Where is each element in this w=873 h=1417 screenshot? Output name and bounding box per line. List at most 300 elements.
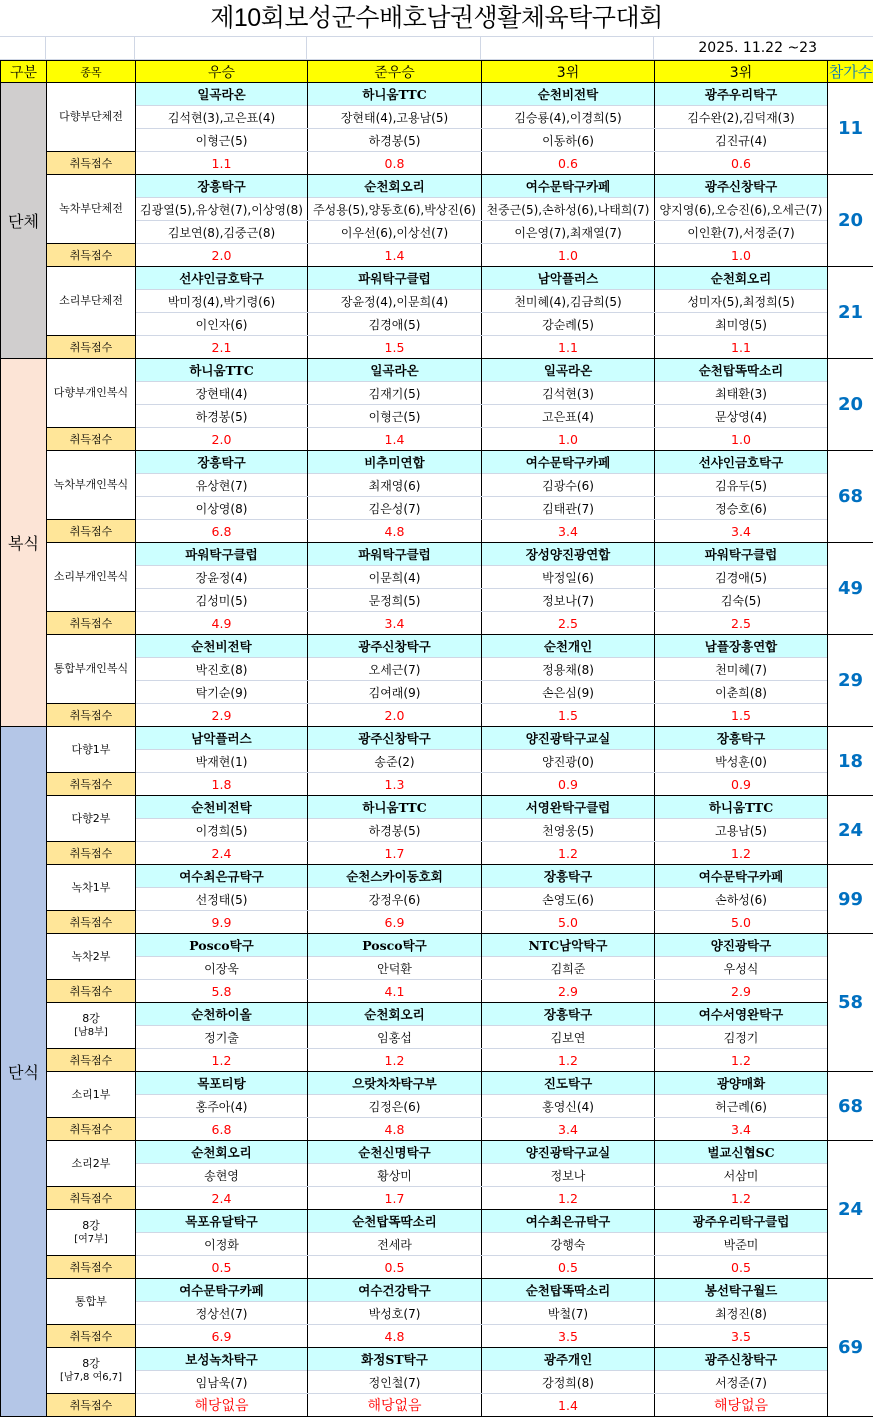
player-cell: 이상영(8) bbox=[136, 497, 308, 520]
player-cell: 정승호(6) bbox=[655, 497, 828, 520]
player-cell: 손하성(6) bbox=[655, 888, 828, 911]
player-cell: 이형근(5) bbox=[136, 129, 308, 152]
score-cell: 1.0 bbox=[482, 428, 655, 451]
event-name bbox=[47, 1348, 136, 1394]
score-cell: 9.9 bbox=[136, 911, 308, 934]
team-second: Posco탁구 bbox=[308, 934, 482, 957]
score-cell: 2.5 bbox=[482, 612, 655, 635]
score-cell: 1.2 bbox=[136, 1049, 308, 1072]
score-row bbox=[1, 244, 873, 267]
team-second: 순천스카이동호회 bbox=[308, 865, 482, 888]
team-second: 순천회오리 bbox=[308, 1003, 482, 1026]
score-cell: 3.5 bbox=[655, 1325, 828, 1348]
team-first: 장흥탁구 bbox=[136, 451, 308, 474]
participant-count: 24 bbox=[828, 796, 873, 865]
score-row bbox=[1, 612, 873, 635]
participant-count: 69 bbox=[828, 1279, 873, 1417]
score-row bbox=[1, 1256, 873, 1279]
event-team-row bbox=[1, 83, 873, 106]
player-cell: 이인자(6) bbox=[136, 313, 308, 336]
event-name-main: 8강 bbox=[82, 1357, 100, 1370]
score-cell: 1.8 bbox=[136, 773, 308, 796]
score-cell: 2.5 bbox=[655, 612, 828, 635]
player-cell: 장윤정(4) bbox=[136, 566, 308, 589]
participant-count: 68 bbox=[828, 1072, 873, 1141]
team-third-b: 광주신창탁구 bbox=[655, 175, 828, 198]
team-third-b: 여수문탁구카페 bbox=[655, 865, 828, 888]
player-cell: 김재기(5) bbox=[308, 382, 482, 405]
score-cell: 5.0 bbox=[655, 911, 828, 934]
player-cell: 박진호(8) bbox=[136, 658, 308, 681]
team-first: 여수문탁구카페 bbox=[136, 1279, 308, 1302]
score-cell: 2.9 bbox=[655, 980, 828, 1003]
score-cell: 0.9 bbox=[482, 773, 655, 796]
event-team-row bbox=[1, 727, 873, 750]
score-row bbox=[1, 980, 873, 1003]
team-first: 순천비전탁 bbox=[136, 635, 308, 658]
score-cell: 4.9 bbox=[136, 612, 308, 635]
score-row bbox=[1, 842, 873, 865]
header-category: 구분 bbox=[1, 61, 47, 83]
team-third-b: 남플장흥연합 bbox=[655, 635, 828, 658]
team-third-a: 장흥탁구 bbox=[482, 865, 655, 888]
player-cell: 손은심(9) bbox=[482, 681, 655, 704]
score-label: 취득점수 bbox=[47, 244, 136, 267]
category-singles: 단식 bbox=[1, 727, 47, 1417]
team-third-b: 여수서영완탁구 bbox=[655, 1003, 828, 1026]
event-name: 다향2부 bbox=[47, 796, 136, 842]
score-row bbox=[1, 1394, 873, 1417]
player-cell: 강정희(8) bbox=[482, 1371, 655, 1394]
score-cell: 6.9 bbox=[308, 911, 482, 934]
team-third-a: 순천비전탁 bbox=[482, 83, 655, 106]
score-cell: 1.1 bbox=[655, 336, 828, 359]
event-name: 녹차1부 bbox=[47, 865, 136, 911]
team-third-a: 여수문탁구카페 bbox=[482, 175, 655, 198]
event-name: 녹차2부 bbox=[47, 934, 136, 980]
player-cell: 김희준 bbox=[482, 957, 655, 980]
score-cell: 1.5 bbox=[655, 704, 828, 727]
event-team-row bbox=[1, 359, 873, 382]
team-third-b: 벌교신협SC bbox=[655, 1141, 828, 1164]
team-third-b: 장흥탁구 bbox=[655, 727, 828, 750]
event-team-row bbox=[1, 1072, 873, 1095]
event-name-main: 8강 bbox=[82, 1012, 100, 1025]
player-cell: 김은성(7) bbox=[308, 497, 482, 520]
header-third-a: 3위 bbox=[482, 61, 655, 83]
score-label: 취득점수 bbox=[47, 1118, 136, 1141]
player-cell: 박미정(4),박기령(6) bbox=[136, 290, 308, 313]
header-second: 준우승 bbox=[308, 61, 482, 83]
player-cell: 이경희(5) bbox=[136, 819, 308, 842]
score-row bbox=[1, 1049, 873, 1072]
team-third-a: 여수최은규탁구 bbox=[482, 1210, 655, 1233]
score-cell: 1.7 bbox=[308, 842, 482, 865]
participant-count: 11 bbox=[828, 83, 873, 175]
player-cell: 최태환(3) bbox=[655, 382, 828, 405]
header-participants: 참가수 bbox=[828, 61, 873, 83]
header-row bbox=[1, 61, 873, 83]
participant-count: 49 bbox=[828, 543, 873, 635]
player-cell: 김진규(4) bbox=[655, 129, 828, 152]
player-cell: 황상미 bbox=[308, 1164, 482, 1187]
player-cell: 천중근(5),손하성(6),나태희(7) bbox=[482, 198, 655, 221]
score-cell: 1.5 bbox=[308, 336, 482, 359]
event-name-sub: [여7부] bbox=[47, 1233, 135, 1247]
player-cell: 허근례(6) bbox=[655, 1095, 828, 1118]
team-third-a: 진도탁구 bbox=[482, 1072, 655, 1095]
team-third-a: 장흥탁구 bbox=[482, 1003, 655, 1026]
score-cell: 3.4 bbox=[308, 612, 482, 635]
event-name: 다향부단체전 bbox=[47, 83, 136, 152]
event-name: 녹차부개인복식 bbox=[47, 451, 136, 520]
player-cell: 하경봉(5) bbox=[308, 819, 482, 842]
player-cell: 김정기 bbox=[655, 1026, 828, 1049]
player-cell: 최재영(6) bbox=[308, 474, 482, 497]
player-cell: 김석현(3),고은표(4) bbox=[136, 106, 308, 129]
team-third-b: 광주우리탁구 bbox=[655, 83, 828, 106]
player-cell: 고은표(4) bbox=[482, 405, 655, 428]
player-cell: 김정은(6) bbox=[308, 1095, 482, 1118]
team-second: 일곡라온 bbox=[308, 359, 482, 382]
event-name: 다향1부 bbox=[47, 727, 136, 773]
player-cell: 김성미(5) bbox=[136, 589, 308, 612]
score-cell: 1.7 bbox=[308, 1187, 482, 1210]
team-second: 순천탑똑딱소리 bbox=[308, 1210, 482, 1233]
score-cell: 1.3 bbox=[308, 773, 482, 796]
score-cell: 1.2 bbox=[655, 842, 828, 865]
team-third-a: 장성양진광연합 bbox=[482, 543, 655, 566]
header-first: 우승 bbox=[136, 61, 308, 83]
score-cell: 3.4 bbox=[482, 1118, 655, 1141]
score-cell: 2.0 bbox=[308, 704, 482, 727]
team-second: 비추미연합 bbox=[308, 451, 482, 474]
score-cell: 1.5 bbox=[482, 704, 655, 727]
team-second: 파워탁구클럽 bbox=[308, 267, 482, 290]
score-cell: 2.4 bbox=[136, 1187, 308, 1210]
score-row bbox=[1, 1118, 873, 1141]
score-label: 취득점수 bbox=[47, 1049, 136, 1072]
score-cell: 1.1 bbox=[482, 336, 655, 359]
player-cell: 고용남(5) bbox=[655, 819, 828, 842]
player-cell: 송준(2) bbox=[308, 750, 482, 773]
player-cell: 오세근(7) bbox=[308, 658, 482, 681]
score-cell: 1.0 bbox=[482, 244, 655, 267]
score-cell: 해당없음 bbox=[136, 1394, 308, 1417]
team-first: Posco탁구 bbox=[136, 934, 308, 957]
header-third-b: 3위 bbox=[655, 61, 828, 83]
player-cell: 김보연(8),김중근(8) bbox=[136, 221, 308, 244]
event-name bbox=[47, 1003, 136, 1049]
score-label: 취득점수 bbox=[47, 336, 136, 359]
event-team-row bbox=[1, 934, 873, 957]
player-cell: 정보나(7) bbox=[482, 589, 655, 612]
event-name: 소리부개인복식 bbox=[47, 543, 136, 612]
event-team-row bbox=[1, 175, 873, 198]
event-name-main: 8강 bbox=[82, 1219, 100, 1232]
team-second: 으랏차차탁구부 bbox=[308, 1072, 482, 1095]
player-cell: 탁기순(9) bbox=[136, 681, 308, 704]
player-cell: 천미혜(7) bbox=[655, 658, 828, 681]
team-second: 하니움TTC bbox=[308, 796, 482, 819]
event-team-row bbox=[1, 1279, 873, 1302]
team-third-a: 순천개인 bbox=[482, 635, 655, 658]
player-cell: 장현태(4),고용남(5) bbox=[308, 106, 482, 129]
player-cell: 이형근(5) bbox=[308, 405, 482, 428]
event-name: 통합부 bbox=[47, 1279, 136, 1325]
event-team-row bbox=[1, 543, 873, 566]
event-team-row bbox=[1, 1003, 873, 1026]
team-second: 여수건강탁구 bbox=[308, 1279, 482, 1302]
player-cell: 박정일(6) bbox=[482, 566, 655, 589]
score-cell: 6.8 bbox=[136, 520, 308, 543]
player-cell: 송현영 bbox=[136, 1164, 308, 1187]
score-cell: 0.8 bbox=[308, 152, 482, 175]
player-cell: 서정준(7) bbox=[655, 1371, 828, 1394]
score-cell: 3.4 bbox=[482, 520, 655, 543]
player-cell: 강행숙 bbox=[482, 1233, 655, 1256]
player-cell: 박성호(7) bbox=[308, 1302, 482, 1325]
team-second: 화정ST탁구 bbox=[308, 1348, 482, 1371]
team-third-b: 순천탑똑딱소리 bbox=[655, 359, 828, 382]
score-cell: 4.1 bbox=[308, 980, 482, 1003]
player-cell: 손영도(6) bbox=[482, 888, 655, 911]
score-cell: 4.8 bbox=[308, 1325, 482, 1348]
team-third-b: 순천회오리 bbox=[655, 267, 828, 290]
team-first: 남악플러스 bbox=[136, 727, 308, 750]
participant-count: 68 bbox=[828, 451, 873, 543]
player-cell: 이우선(6),이상선(7) bbox=[308, 221, 482, 244]
team-third-a: 일곡라온 bbox=[482, 359, 655, 382]
event-team-row bbox=[1, 635, 873, 658]
player-cell: 천미혜(4),김금희(5) bbox=[482, 290, 655, 313]
player-cell: 홍영신(4) bbox=[482, 1095, 655, 1118]
score-label: 취득점수 bbox=[47, 704, 136, 727]
event-team-row bbox=[1, 796, 873, 819]
player-cell: 천영웅(5) bbox=[482, 819, 655, 842]
score-label: 취득점수 bbox=[47, 520, 136, 543]
score-cell: 2.9 bbox=[482, 980, 655, 1003]
player-cell: 김석현(3) bbox=[482, 382, 655, 405]
team-second: 광주신창탁구 bbox=[308, 635, 482, 658]
participant-count: 21 bbox=[828, 267, 873, 359]
event-team-row bbox=[1, 1141, 873, 1164]
score-cell: 2.9 bbox=[136, 704, 308, 727]
team-third-a: 광주개인 bbox=[482, 1348, 655, 1371]
score-label: 취득점수 bbox=[47, 1325, 136, 1348]
page-title: 제10회보성군수배호남권생활체육탁구대회 bbox=[0, 0, 873, 37]
score-row bbox=[1, 704, 873, 727]
header-event: 종목 bbox=[47, 61, 136, 83]
team-third-b: 파워탁구클럽 bbox=[655, 543, 828, 566]
player-cell: 양지영(6),오승진(6),오세근(7) bbox=[655, 198, 828, 221]
team-third-a: 양진광탁구교실 bbox=[482, 1141, 655, 1164]
team-second: 순천신명탁구 bbox=[308, 1141, 482, 1164]
score-label: 취득점수 bbox=[47, 152, 136, 175]
team-third-b: 광주신창탁구 bbox=[655, 1348, 828, 1371]
player-cell: 이문희(4) bbox=[308, 566, 482, 589]
player-cell: 이장욱 bbox=[136, 957, 308, 980]
score-cell: 1.2 bbox=[482, 1049, 655, 1072]
player-cell: 김유두(5) bbox=[655, 474, 828, 497]
player-cell: 정기출 bbox=[136, 1026, 308, 1049]
team-first: 목포유달탁구 bbox=[136, 1210, 308, 1233]
player-cell: 강순례(5) bbox=[482, 313, 655, 336]
participant-count: 20 bbox=[828, 359, 873, 451]
score-row bbox=[1, 911, 873, 934]
player-cell: 최정진(8) bbox=[655, 1302, 828, 1325]
player-cell: 장윤정(4),이문희(4) bbox=[308, 290, 482, 313]
player-cell: 정상선(7) bbox=[136, 1302, 308, 1325]
score-cell: 2.0 bbox=[136, 428, 308, 451]
score-cell: 1.0 bbox=[655, 244, 828, 267]
player-cell: 최미영(5) bbox=[655, 313, 828, 336]
player-cell: 김수완(2),김덕재(3) bbox=[655, 106, 828, 129]
team-third-b: 선샤인금호탁구 bbox=[655, 451, 828, 474]
score-cell: 1.2 bbox=[482, 842, 655, 865]
player-cell: 김숙(5) bbox=[655, 589, 828, 612]
player-cell: 하경봉(5) bbox=[308, 129, 482, 152]
team-first: 파워탁구클럽 bbox=[136, 543, 308, 566]
participant-count: 18 bbox=[828, 727, 873, 796]
player-cell: 안덕환 bbox=[308, 957, 482, 980]
team-third-a: NTC남악탁구 bbox=[482, 934, 655, 957]
participant-count: 20 bbox=[828, 175, 873, 267]
team-first: 하니움TTC bbox=[136, 359, 308, 382]
participant-count: 24 bbox=[828, 1141, 873, 1279]
score-label: 취득점수 bbox=[47, 911, 136, 934]
score-cell: 0.9 bbox=[655, 773, 828, 796]
team-third-a: 남악플러스 bbox=[482, 267, 655, 290]
participant-count: 99 bbox=[828, 865, 873, 934]
score-cell: 1.2 bbox=[482, 1187, 655, 1210]
score-label: 취득점수 bbox=[47, 612, 136, 635]
score-cell: 2.4 bbox=[136, 842, 308, 865]
score-cell: 3.4 bbox=[655, 520, 828, 543]
event-team-row bbox=[1, 451, 873, 474]
participant-count: 58 bbox=[828, 934, 873, 1072]
score-label: 취득점수 bbox=[47, 1187, 136, 1210]
category-team: 단체 bbox=[1, 83, 47, 359]
team-third-b: 양진광탁구 bbox=[655, 934, 828, 957]
player-cell: 성미자(5),최정희(5) bbox=[655, 290, 828, 313]
player-cell: 김경애(5) bbox=[308, 313, 482, 336]
score-label: 취득점수 bbox=[47, 842, 136, 865]
score-cell: 5.0 bbox=[482, 911, 655, 934]
score-cell: 1.1 bbox=[136, 152, 308, 175]
player-cell: 하경봉(5) bbox=[136, 405, 308, 428]
score-label: 취득점수 bbox=[47, 1394, 136, 1417]
player-cell: 홍주아(4) bbox=[136, 1095, 308, 1118]
team-third-a: 양진광탁구교실 bbox=[482, 727, 655, 750]
team-first: 선샤인금호탁구 bbox=[136, 267, 308, 290]
team-first: 순천비전탁 bbox=[136, 796, 308, 819]
score-cell: 4.8 bbox=[308, 1118, 482, 1141]
score-cell: 0.5 bbox=[655, 1256, 828, 1279]
score-cell: 0.6 bbox=[482, 152, 655, 175]
score-row bbox=[1, 336, 873, 359]
date-row bbox=[0, 37, 873, 60]
player-cell: 박준미 bbox=[655, 1233, 828, 1256]
player-cell: 장현태(4) bbox=[136, 382, 308, 405]
participant-count: 29 bbox=[828, 635, 873, 727]
score-cell: 3.5 bbox=[482, 1325, 655, 1348]
player-cell: 김광열(5),유상현(7),이상영(8) bbox=[136, 198, 308, 221]
player-cell: 김여래(9) bbox=[308, 681, 482, 704]
score-cell: 5.8 bbox=[136, 980, 308, 1003]
player-cell: 박재현(1) bbox=[136, 750, 308, 773]
player-cell: 양진광(0) bbox=[482, 750, 655, 773]
player-cell: 박철(7) bbox=[482, 1302, 655, 1325]
team-third-b: 봉선탁구월드 bbox=[655, 1279, 828, 1302]
team-third-a: 서영완탁구클럽 bbox=[482, 796, 655, 819]
team-first: 일곡라온 bbox=[136, 83, 308, 106]
score-cell: 해당없음 bbox=[308, 1394, 482, 1417]
score-cell: 1.4 bbox=[308, 244, 482, 267]
score-label: 취득점수 bbox=[47, 980, 136, 1003]
score-cell: 0.5 bbox=[482, 1256, 655, 1279]
score-cell: 1.0 bbox=[655, 428, 828, 451]
score-row bbox=[1, 773, 873, 796]
score-cell: 1.2 bbox=[308, 1049, 482, 1072]
score-label: 취득점수 bbox=[47, 773, 136, 796]
score-label: 취득점수 bbox=[47, 428, 136, 451]
team-third-b: 광양매화 bbox=[655, 1072, 828, 1095]
score-cell: 2.0 bbox=[136, 244, 308, 267]
player-cell: 임홍섭 bbox=[308, 1026, 482, 1049]
score-row bbox=[1, 152, 873, 175]
team-third-b: 광주우리탁구클럽 bbox=[655, 1210, 828, 1233]
player-cell: 이동하(6) bbox=[482, 129, 655, 152]
team-first: 여수최은규탁구 bbox=[136, 865, 308, 888]
player-cell: 이인환(7),서정준(7) bbox=[655, 221, 828, 244]
team-third-a: 여수문탁구카페 bbox=[482, 451, 655, 474]
team-second: 하니움TTC bbox=[308, 83, 482, 106]
score-cell: 6.8 bbox=[136, 1118, 308, 1141]
event-team-row bbox=[1, 1348, 873, 1371]
event-name: 소리1부 bbox=[47, 1072, 136, 1118]
score-cell: 2.1 bbox=[136, 336, 308, 359]
event-team-row bbox=[1, 865, 873, 888]
player-cell: 이춘희(8) bbox=[655, 681, 828, 704]
player-cell: 정인철(7) bbox=[308, 1371, 482, 1394]
team-first: 순천하이올 bbox=[136, 1003, 308, 1026]
player-cell: 전세라 bbox=[308, 1233, 482, 1256]
player-cell: 서삼미 bbox=[655, 1164, 828, 1187]
team-second: 광주신창탁구 bbox=[308, 727, 482, 750]
event-team-row bbox=[1, 1210, 873, 1233]
player-cell: 김승룡(4),이경희(5) bbox=[482, 106, 655, 129]
score-cell: 0.5 bbox=[308, 1256, 482, 1279]
player-cell: 김보연 bbox=[482, 1026, 655, 1049]
score-cell: 1.4 bbox=[482, 1394, 655, 1417]
score-cell: 3.4 bbox=[655, 1118, 828, 1141]
team-first: 보성녹차탁구 bbox=[136, 1348, 308, 1371]
team-third-a: 순천탑똑딱소리 bbox=[482, 1279, 655, 1302]
score-cell: 6.9 bbox=[136, 1325, 308, 1348]
event-name: 소리부단체전 bbox=[47, 267, 136, 336]
team-second: 순천회오리 bbox=[308, 175, 482, 198]
score-row bbox=[1, 520, 873, 543]
player-cell: 강정우(6) bbox=[308, 888, 482, 911]
event-name-sub: [남7,8 여6,7] bbox=[47, 1371, 135, 1385]
score-row bbox=[1, 428, 873, 451]
event-name: 녹차부단체전 bbox=[47, 175, 136, 244]
event-name bbox=[47, 1210, 136, 1256]
team-first: 장흥탁구 bbox=[136, 175, 308, 198]
team-second: 파워탁구클럽 bbox=[308, 543, 482, 566]
event-name: 통합부개인복식 bbox=[47, 635, 136, 704]
